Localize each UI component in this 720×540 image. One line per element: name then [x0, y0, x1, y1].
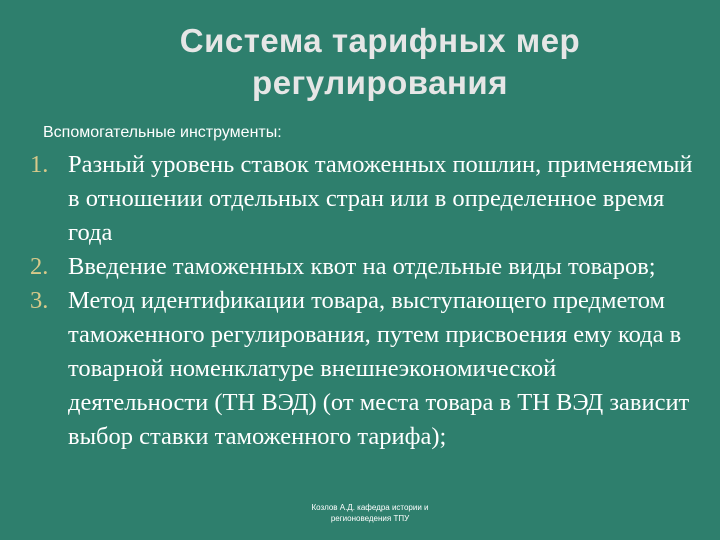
list-item-text: Метод идентификации товара, выступающего предметом таможенного регулирования, путем присвоения ему кода в товарной номенклатуре внешнеэкономической деятельности (ТН ВЭД) (от места товара в ТН ВЭД зависит выбор ставки таможенного тарифа);	[68, 287, 690, 450]
footer-line-2: регионоведения ТПУ	[330, 514, 410, 523]
slide-title-line-2: регулирования	[252, 64, 508, 101]
list-item-text: Разный уровень ставок таможенных пошлин, применяемый в отношении отдельных стран или в определенное время года	[68, 151, 693, 246]
list-item-3	[30, 284, 700, 454]
slide-title	[0, 20, 720, 104]
list-item-1	[30, 148, 700, 250]
slide-title-line-1: Система тарифных мер	[179, 22, 581, 59]
footer-line-1: Козлов А.Д. кафедра истории и	[311, 503, 429, 512]
numbered-list	[30, 148, 700, 454]
list-item-number: 3.	[30, 287, 49, 314]
footer-note	[0, 502, 720, 524]
list-item-text: Введение таможенных квот на отдельные виды товаров;	[68, 253, 656, 280]
list-item-number: 2.	[30, 253, 49, 280]
list-item-number: 1.	[30, 151, 49, 178]
slide-subtitle: Вспомогательные инструменты:	[43, 124, 282, 141]
list-item-2	[30, 250, 700, 284]
